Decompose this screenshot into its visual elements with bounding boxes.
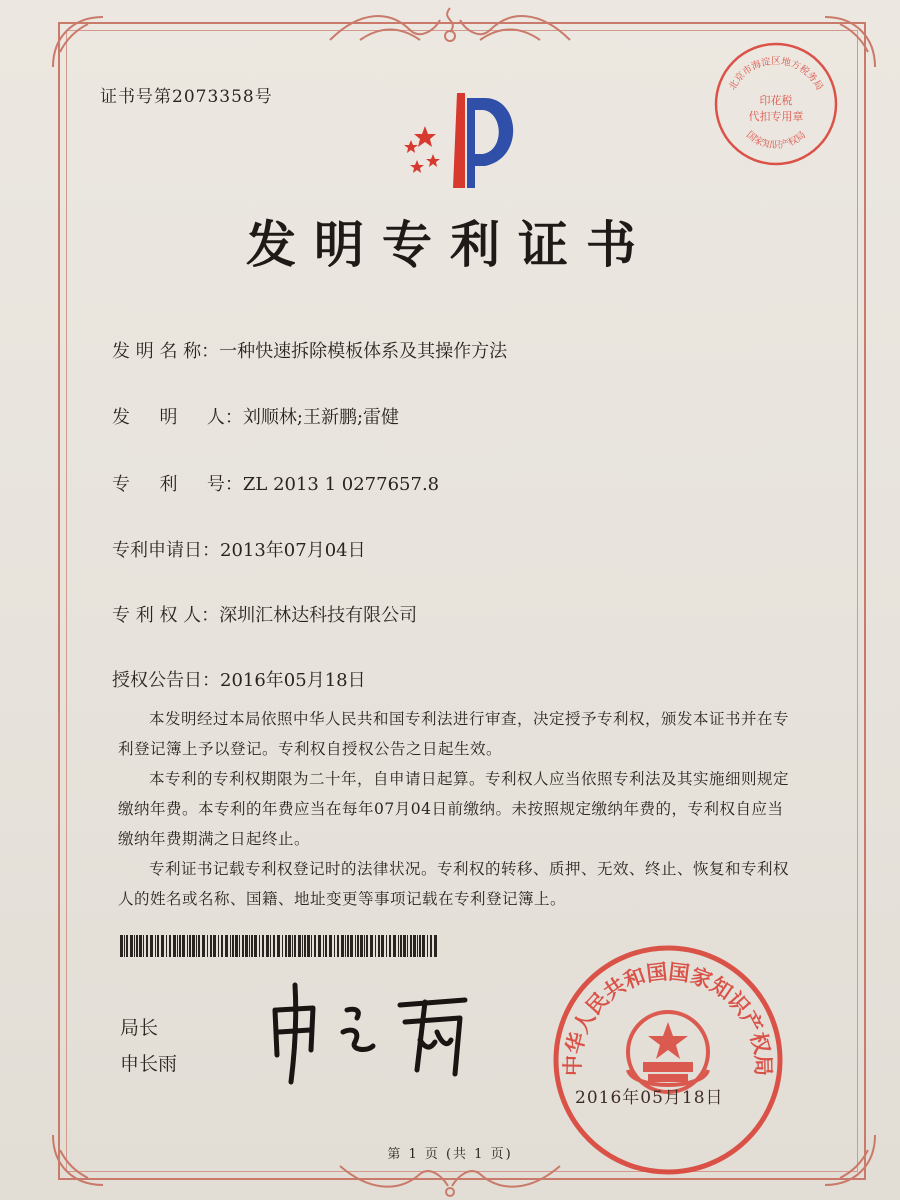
barcode-bar bbox=[134, 935, 135, 957]
field-value: 一种快速拆除模板体系及其操作方法 bbox=[219, 341, 508, 362]
barcode-bar bbox=[166, 935, 167, 957]
barcode-bar bbox=[318, 935, 321, 957]
barcode-bar bbox=[136, 935, 138, 957]
barcode-bar bbox=[182, 935, 185, 957]
small-seal-outer-text: 北京市海淀区地方税务局 bbox=[727, 56, 825, 93]
barcode-bar bbox=[143, 935, 144, 957]
barcode-bar bbox=[189, 935, 191, 957]
barcode-bar bbox=[347, 935, 349, 957]
barcode-bar bbox=[294, 935, 296, 957]
director-signature bbox=[255, 970, 495, 1090]
barcode-bar bbox=[282, 935, 283, 957]
barcode-bar bbox=[398, 935, 399, 957]
seal-date: 2016年05月18日 bbox=[575, 1088, 724, 1108]
barcode-bar bbox=[235, 935, 238, 957]
barcode-bar bbox=[239, 935, 240, 957]
barcode-bar bbox=[207, 935, 208, 957]
barcode-bar bbox=[366, 935, 368, 957]
barcode-bar bbox=[225, 935, 228, 957]
barcode-bar bbox=[341, 935, 344, 957]
barcode-bar bbox=[375, 935, 376, 957]
barcode-bar bbox=[302, 935, 303, 957]
barcode-bar bbox=[400, 935, 402, 957]
field-value: 2013年07月04日 bbox=[220, 540, 366, 561]
barcode-bar bbox=[192, 935, 195, 957]
corner-ornament-top-left bbox=[48, 12, 108, 72]
barcode-bar bbox=[126, 935, 128, 957]
stamp-duty-seal bbox=[712, 40, 840, 168]
field-invention-name bbox=[112, 337, 507, 363]
patent-office-logo bbox=[395, 88, 535, 198]
field-inventors bbox=[112, 403, 399, 429]
barcode-bar bbox=[146, 935, 148, 957]
barcode-bar bbox=[434, 935, 437, 957]
barcode-bar bbox=[210, 935, 212, 957]
barcode-bar bbox=[213, 935, 216, 957]
barcode-bar bbox=[277, 935, 280, 957]
barcode-bar bbox=[350, 935, 353, 957]
barcode bbox=[120, 935, 440, 957]
barcode-bar bbox=[407, 935, 408, 957]
barcode-bar bbox=[218, 935, 219, 957]
barcode-bar bbox=[314, 935, 316, 957]
barcode-bar bbox=[124, 935, 125, 957]
barcode-bar bbox=[292, 935, 293, 957]
certificate-body bbox=[118, 704, 798, 914]
bottom-ornament bbox=[330, 1162, 570, 1200]
body-paragraph-1: 本发明经过本局依照中华人民共和国专利法进行审查，决定授予专利权，颁发本证书并在专利登记簿上予以登记。专利权自授权公告之日起生效。 bbox=[118, 710, 790, 758]
barcode-bar bbox=[251, 935, 253, 957]
barcode-bar bbox=[157, 935, 159, 957]
barcode-bar bbox=[311, 935, 312, 957]
field-label: 专利申请日： bbox=[112, 540, 220, 561]
small-seal-line1: 印花税 bbox=[759, 94, 793, 107]
barcode-bar bbox=[345, 935, 346, 957]
barcode-bar bbox=[221, 935, 223, 957]
barcode-bar bbox=[230, 935, 231, 957]
barcode-bar bbox=[393, 935, 396, 957]
barcode-bar bbox=[417, 935, 418, 957]
barcode-bar bbox=[266, 935, 269, 957]
field-label: 发 明 名 称： bbox=[112, 341, 220, 362]
barcode-bar bbox=[288, 935, 291, 957]
director-block bbox=[120, 1010, 177, 1082]
barcode-bar bbox=[196, 935, 197, 957]
field-label: 授权公告日： bbox=[112, 670, 220, 691]
field-patentee bbox=[112, 601, 417, 627]
field-value: 深圳汇林达科技有限公司 bbox=[219, 605, 418, 626]
field-label: 发 明 人： bbox=[112, 407, 243, 428]
barcode-bar bbox=[198, 935, 200, 957]
small-seal-line2: 代扣专用章 bbox=[748, 110, 804, 123]
barcode-bar bbox=[270, 935, 271, 957]
small-seal-inner-text: 国家知识产权局 bbox=[743, 129, 809, 152]
barcode-bar bbox=[177, 935, 178, 957]
barcode-bar bbox=[169, 935, 171, 957]
barcode-bar bbox=[430, 935, 432, 957]
barcode-bar bbox=[381, 935, 384, 957]
barcode-bar bbox=[179, 935, 181, 957]
barcode-bar bbox=[161, 935, 164, 957]
barcode-bar bbox=[323, 935, 324, 957]
barcode-bar bbox=[130, 935, 133, 957]
field-grant-date bbox=[112, 666, 366, 692]
barcode-bar bbox=[150, 935, 153, 957]
certificate-title: 发明专利证书 bbox=[246, 215, 654, 274]
field-label: 专 利 权 人： bbox=[112, 605, 220, 626]
page-number: 第 1 页 (共 1 页) bbox=[387, 1147, 513, 1162]
certificate-number: 证书号第2073358号 bbox=[100, 87, 273, 107]
barcode-bar bbox=[325, 935, 327, 957]
seal-text: 中华人民共和国国家知识产权局 bbox=[560, 959, 776, 1077]
barcode-bar bbox=[242, 935, 244, 957]
top-ornament bbox=[320, 0, 580, 46]
barcode-bar bbox=[304, 935, 306, 957]
director-name: 申长雨 bbox=[120, 1053, 178, 1075]
barcode-bar bbox=[378, 935, 380, 957]
barcode-bar bbox=[364, 935, 365, 957]
barcode-bar bbox=[262, 935, 264, 957]
barcode-bar bbox=[245, 935, 248, 957]
field-label: 专 利 号： bbox=[112, 474, 243, 495]
field-patent-number bbox=[112, 470, 439, 496]
barcode-bar bbox=[329, 935, 332, 957]
field-application-date bbox=[112, 536, 366, 562]
field-value: ZL 2013 1 0277657.8 bbox=[242, 474, 440, 495]
svg-text:北京市海淀区地方税务局 bbox=[726, 55, 825, 92]
barcode-bar bbox=[173, 935, 176, 957]
barcode-bar bbox=[410, 935, 412, 957]
barcode-bar bbox=[427, 935, 428, 957]
barcode-bar bbox=[249, 935, 250, 957]
barcode-bar bbox=[370, 935, 373, 957]
barcode-bar bbox=[259, 935, 260, 957]
barcode-bar bbox=[120, 935, 123, 957]
barcode-bar bbox=[413, 935, 416, 957]
barcode-bar bbox=[232, 935, 234, 957]
barcode-bar bbox=[273, 935, 275, 957]
barcode-bar bbox=[155, 935, 156, 957]
barcode-bar bbox=[389, 935, 391, 957]
barcode-bar bbox=[422, 935, 425, 957]
barcode-bar bbox=[202, 935, 205, 957]
barcode-bar bbox=[386, 935, 387, 957]
barcode-bar bbox=[355, 935, 356, 957]
field-value: 刘顺林;王新鹏;雷健 bbox=[242, 407, 400, 428]
body-paragraph-2: 本专利的专利权期限为二十年，自申请日起算。专利权人应当依照专利法及其实施细则规定缴纳年费。本专利的年费应当在每年07月04日前缴纳。未按照规定缴纳年费的，专利权自应当缴纳年费期满之日起终止。 bbox=[118, 770, 790, 848]
barcode-bar bbox=[187, 935, 188, 957]
body-paragraph-3: 专利证书记载专利权登记时的法律状况。专利权的转移、质押、无效、终止、恢复和专利权人的姓名或名称、国籍、地址变更等事项记载在专利登记簿上。 bbox=[118, 860, 790, 908]
barcode-bar bbox=[307, 935, 310, 957]
svg-text:国家知识产权局 bbox=[744, 129, 808, 151]
barcode-bar bbox=[403, 935, 406, 957]
field-value: 2016年05月18日 bbox=[220, 670, 366, 691]
barcode-bar bbox=[419, 935, 421, 957]
barcode-bar bbox=[285, 935, 287, 957]
barcode-bar bbox=[357, 935, 359, 957]
barcode-bar bbox=[139, 935, 142, 957]
barcode-bar bbox=[254, 935, 257, 957]
director-title: 局长 bbox=[120, 1017, 159, 1039]
barcode-bar bbox=[334, 935, 335, 957]
barcode-bar bbox=[360, 935, 363, 957]
barcode-bar bbox=[337, 935, 339, 957]
barcode-bar bbox=[298, 935, 301, 957]
